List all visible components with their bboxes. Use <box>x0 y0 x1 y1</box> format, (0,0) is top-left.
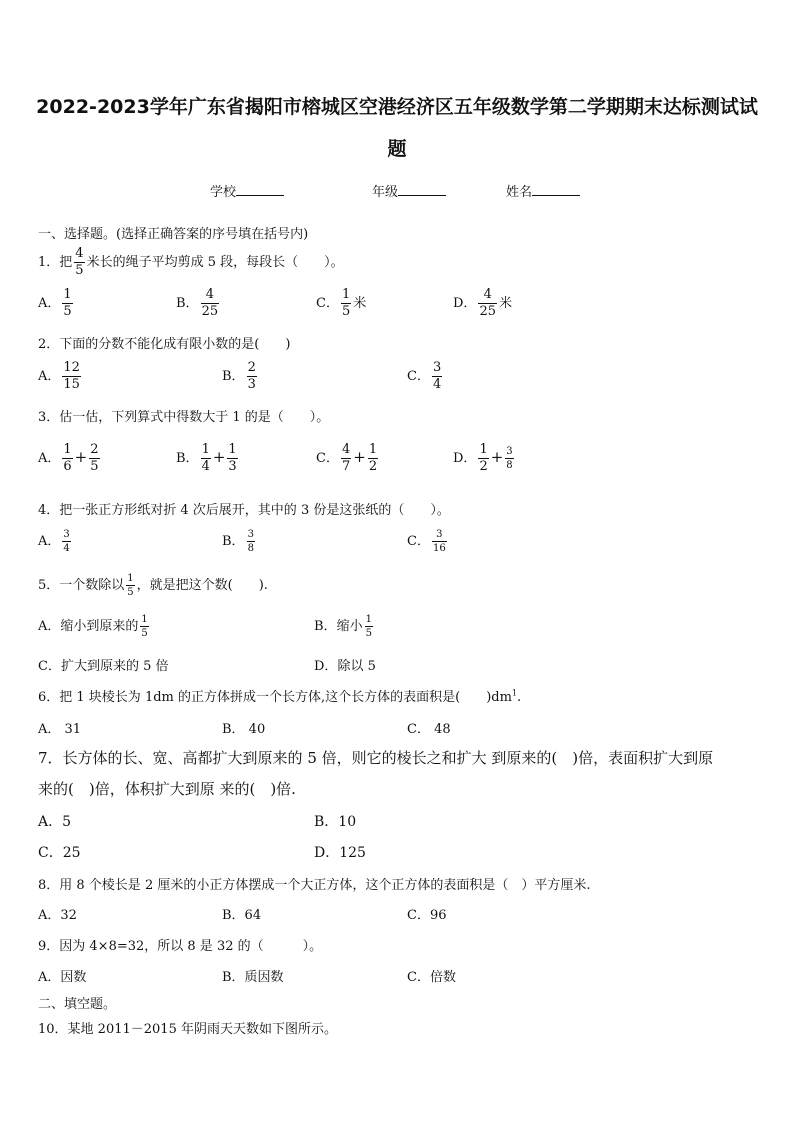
question-8: 8．用 8 个棱长是 2 厘米的小正方体摆成一个大正方体，这个正方体的表面积是（ ）平方厘米. <box>38 878 591 893</box>
q6-option-a[interactable]: A． 31 <box>38 722 82 737</box>
q4-option-a[interactable]: A． $\frac{3}{4}$ <box>38 529 70 554</box>
q3-option-c[interactable]: C． $\frac{4}{7}$ + $\frac{1}{2}$ <box>316 442 378 474</box>
q2-option-a[interactable]: A． $\frac{12}{15}$ <box>38 360 80 392</box>
q1-option-a[interactable]: A． $\frac{1}{5}$ <box>38 287 72 319</box>
fraction: $\frac{4}{5}$ <box>75 246 84 278</box>
question-3: 3．估一估，下列算式中得数大于 1 的是（ ）。 <box>38 410 330 425</box>
q9-option-c[interactable]: C．倍数 <box>407 970 456 985</box>
q7-option-b[interactable]: B．10 <box>314 814 357 830</box>
q4-option-c[interactable]: C． $\frac{3}{16}$ <box>407 529 446 554</box>
q2-option-c[interactable]: C． $\frac{3}{4}$ <box>407 360 442 392</box>
title-line-2: 题 <box>387 138 407 160</box>
question-9: 9．因为 4×8=32，所以 8 是 32 的（ ）。 <box>38 939 323 954</box>
q8-option-a[interactable]: A．32 <box>38 908 77 923</box>
q5-option-d[interactable]: D．除以 5 <box>314 659 376 674</box>
question-7-line-1: 7．长方体的长、宽、高都扩大到原来的 5 倍，则它的棱长之和扩大 到原来的( )倍，表面积扩大到原 <box>38 749 714 767</box>
q1-option-b[interactable]: B． $\frac{4}{25}$ <box>176 287 219 319</box>
q6-option-c[interactable]: C． 48 <box>407 722 451 737</box>
page-title <box>30 86 764 170</box>
question-10: 10．某地 2011－2015 年阴雨天天数如下图所示。 <box>38 1022 337 1037</box>
q3-option-d[interactable]: D． $\frac{1}{2}$ + $\frac{3}{8}$ <box>453 442 513 474</box>
question-2: 2．下面的分数不能化成有限小数的是( ) <box>38 337 291 352</box>
q6-option-b[interactable]: B． 40 <box>222 722 266 737</box>
title-line-1: 2022-2023学年广东省揭阳市榕城区空港经济区五年级数学第二学期期末达标测试试 <box>36 96 758 118</box>
q3-option-b[interactable]: B． $\frac{1}{4}$ + $\frac{1}{3}$ <box>176 442 237 474</box>
section-2-heading: 二、填空题。 <box>38 997 117 1012</box>
q9-option-b[interactable]: B．质因数 <box>222 970 284 985</box>
q5-option-c[interactable]: C．扩大到原来的 5 倍 <box>38 659 169 674</box>
section-1-heading: 一、选择题。(选择正确答案的序号填在括号内) <box>38 227 309 242</box>
q3-option-a[interactable]: A． $\frac{1}{6}$ + $\frac{2}{5}$ <box>38 442 99 474</box>
q4-option-b[interactable]: B． $\frac{3}{8}$ <box>222 529 254 554</box>
question-6: 6．把 1 块棱长为 1dm 的正方体拼成一个长方体,这个长方体的表面积是( )$dm^1$. <box>38 688 522 705</box>
q5-option-a[interactable]: A．缩小到原来的 $\frac{1}{5}$ <box>38 614 148 639</box>
name-field: 姓名 <box>506 181 580 200</box>
question-7-line-2: 来的( )倍，体积扩大到原 来的( )倍. <box>38 780 296 798</box>
q1-option-c[interactable]: C． $\frac{1}{5}$ 米 <box>316 287 367 319</box>
grade-field: 年级 <box>372 181 446 200</box>
q5-option-b[interactable]: B．缩小 $\frac{1}{5}$ <box>314 614 372 639</box>
question-1: 1．把 $\frac{4}{5}$ 米长的绳子平均剪成 5 段，每段长（ ）。 <box>38 246 344 278</box>
q8-option-c[interactable]: C．96 <box>407 908 447 923</box>
q7-option-d[interactable]: D．125 <box>314 845 366 861</box>
question-4: 4．把一张正方形纸对折 4 次后展开，其中的 3 份是这张纸的（ ）。 <box>38 503 450 518</box>
q7-option-c[interactable]: C．25 <box>38 845 81 861</box>
q2-option-b[interactable]: B． $\frac{2}{3}$ <box>222 360 256 392</box>
q9-option-a[interactable]: A．因数 <box>38 970 87 985</box>
question-5: 5．一个数除以 $\frac{1}{5}$ ，就是把这个数( ). <box>38 573 268 598</box>
q1-option-d[interactable]: D． $\frac{4}{25}$ 米 <box>453 287 512 319</box>
q8-option-b[interactable]: B．64 <box>222 908 262 923</box>
school-field: 学校 <box>210 181 284 200</box>
q7-option-a[interactable]: A．5 <box>38 814 72 830</box>
